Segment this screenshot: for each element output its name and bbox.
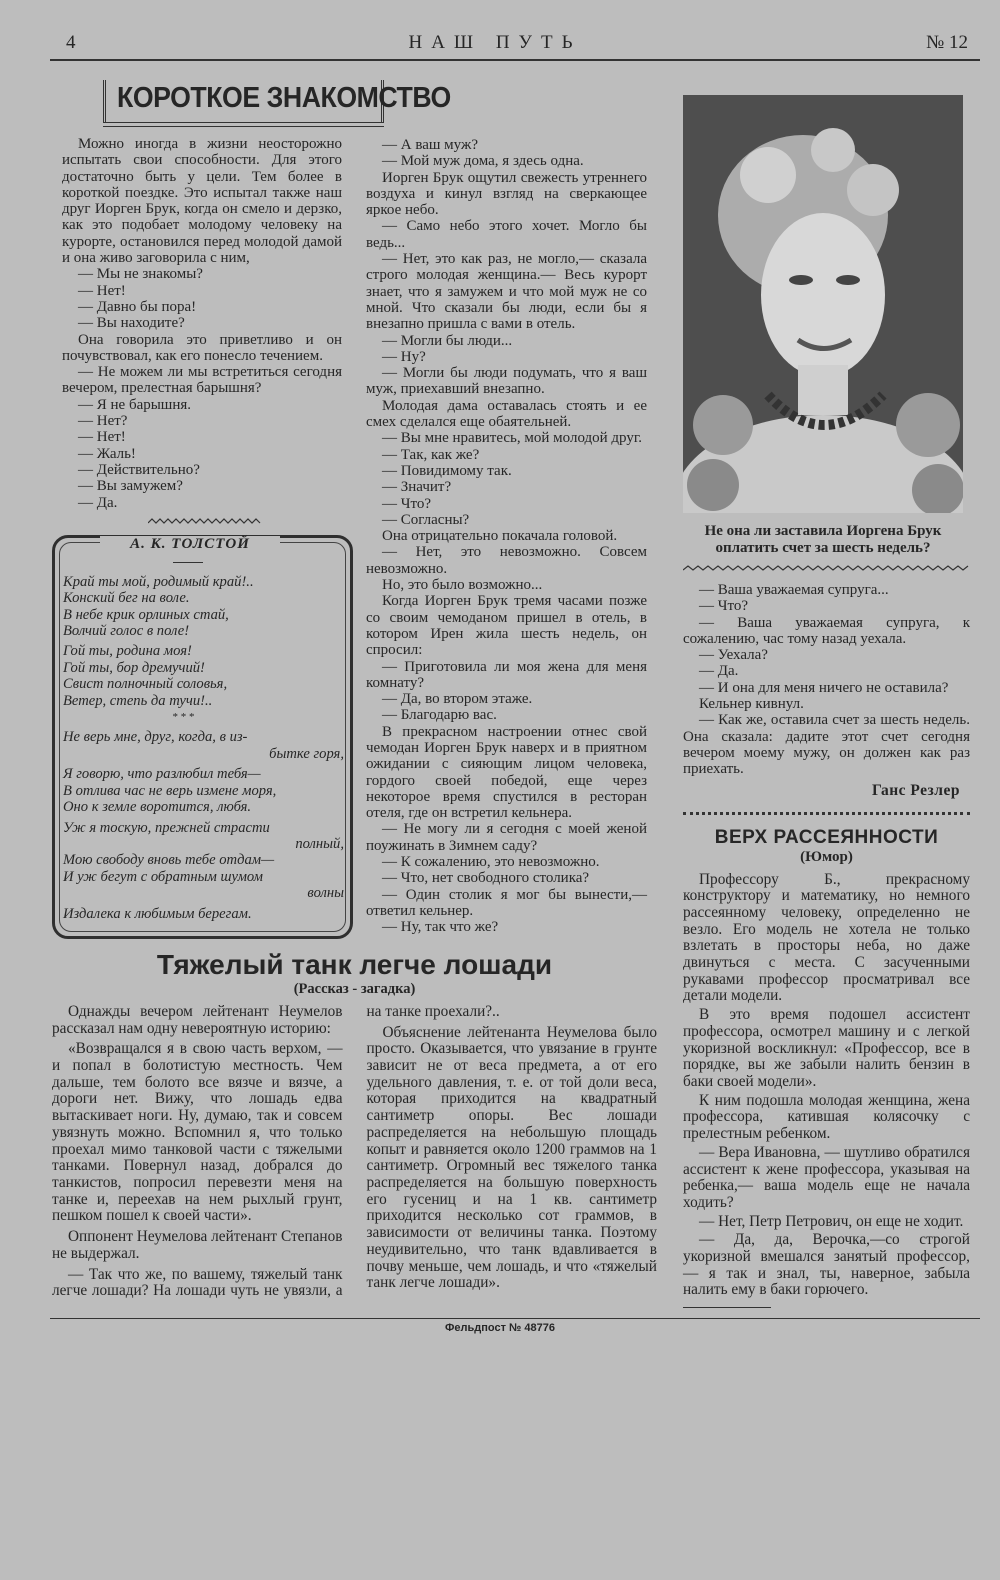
paragraph: — И она для меня ничего не оставила? (699, 679, 949, 696)
paragraph: — Не могу ли я сегодня с моей женой поужинать в Зимнем саду? (366, 821, 647, 854)
paragraph: Можно иногда в жизни неосторожно испытать свои способности. Для этого достаточно быть у цели. Тем более в короткой поездке. Это испытал также наш друг Иорген Брук, когда он смело и дерзко, как это подобает молодому человеку на курорте, остановился перед молодой дамой и она живо заговорила с ним, (62, 136, 342, 267)
poem-frame (52, 535, 353, 939)
paragraph: — Вы находите? (78, 315, 185, 332)
paragraph: — Вы замужем? (78, 478, 183, 495)
tank-subtitle: (Рассказ - загадка) (293, 980, 416, 997)
left-area (52, 80, 657, 1300)
poem-line: полный, (295, 835, 344, 852)
page-header (0, 0, 1000, 80)
poem-line: Я говорю, что разлюбил тебя— (63, 766, 261, 783)
paragraph: — Уехала? (699, 647, 768, 664)
poem-line: В небе крик орлиных стай, (63, 606, 229, 623)
story-title-box (103, 80, 451, 122)
header-rule (50, 59, 980, 61)
poem-line: Мою свободу вновь тебе отдам— (63, 852, 275, 869)
story1-left-column (62, 136, 342, 511)
humor-subtitle: (Юмор) (800, 848, 853, 865)
paragraph: Объяснение лейтенанта Неумелова было просто. Оказывается, что увязание в грунте зависит не от веса предмета, а от его удельного давления, т. е. от той доли веса, которая приходится на квадратный сантиметр опоры. Вес лошади распределяется на небольшую площадь копыт и равняется около 1200 граммов на 1 сантиметр. Огромный вес тяжелого танка распределяется на большую поверхность его гусениц и на 1 кв. сантиметр приходится несколько сот граммов, в зависимости от величины танка. Поэтому неудивительно, что танк вдавливается в почву меньше, чем лошадь, и что «тяжелый танк легче лошади». (366, 1023, 657, 1292)
paragraph: — Ну, так что же? (382, 919, 499, 936)
dotted-divider (683, 812, 970, 815)
poem-line: Не верь мне, друг, когда, в из- (63, 729, 248, 746)
paragraph: — Нет! (78, 429, 126, 446)
right-area (683, 80, 970, 1308)
paragraph: — Один столик я мог бы вынести,—ответил кельнер. (366, 886, 647, 919)
humor-title: ВЕРХ РАССЕЯННОСТИ (714, 826, 939, 848)
poem-line: В отлива час не верь измене моря, (63, 782, 277, 799)
paragraph: — А ваш муж? (382, 137, 478, 153)
poem-line: Волчий голос в поле! (63, 623, 190, 640)
paragraph: — Вы мне нравитесь, мой молодой друг. (382, 430, 643, 447)
paragraph: Кельнер кивнул. (699, 696, 804, 713)
paragraph: — Повидимому так. (382, 462, 512, 479)
paragraph: Иорген Брук ощутил свежесть утреннего воздуха и кинул взгляд на сверкающее яркое небо. (366, 169, 647, 219)
paragraph: В это время подошел ассистент профессора, осмотрел машину и с легкой укоризной воскликнул: «Профессор, все в порядке, вы же забыли налить бензин в баки своей модели». (683, 1006, 970, 1090)
paragraph: — Значит? (382, 479, 452, 496)
paragraph: — Нет, это как раз, не могло,— сказала строго молодая женщина.— Весь курорт знает, что я замужем и что мой муж не со мной. Что сказали бы люди, если бы я внезапно пришла с вами в отель. (366, 251, 647, 333)
paragraph: — Мы не знакомы? (78, 266, 203, 283)
poem-line: Уж я тоскую, прежней страсти (63, 819, 270, 836)
paragraph: — Не можем ли мы встретиться сегодня вечером, прелестная барышня? (62, 364, 342, 397)
page-number: 4 (66, 32, 76, 53)
poem-text (63, 574, 344, 922)
wave-divider (148, 517, 263, 525)
title-underline (103, 122, 384, 127)
portrait-photo (683, 95, 963, 513)
footer-rule (50, 1318, 980, 1319)
paragraph: — Жаль! (78, 445, 136, 462)
paragraph: «Возвращался я в свою часть верхом, — и попал в болотистую местность. Чем дальше, тем болото все вязче и вязче, а дороги нет. Вижу, что лошадь едва вытаскивает ноги. Ну, думаю, так и совсем увязнуть можно. Вспомнил я, что только проехал мимо танковой части с тяжелыми танками. Повернул назад, добрался до танкистов, попросил перевезти меня на танке и, переехав на нем рыхлый грунт, пешком пошел к своей части». (52, 1040, 343, 1225)
poem-line: Оно к земле воротится, любя. (63, 799, 252, 816)
paragraph: — Так, как же? (382, 446, 480, 463)
poem-line: Ветер, степь да тучи!.. (63, 692, 213, 709)
story-author: Ганс Резлер (871, 781, 960, 799)
paragraph: — Могли бы люди... (382, 332, 513, 349)
newspaper-title: НАШ ПУТЬ (408, 32, 582, 53)
paragraph: — Вера Ивановна, — шутливо обратился ассистент к жене профессора, указывая на ребенка,— ваша модель еще не начала ходить? (683, 1143, 970, 1211)
paragraph: Оппонент Неумелова лейтенант Степанов не выдержал. (52, 1228, 343, 1262)
poem-line: Издалека к любимым берегам. (63, 905, 252, 922)
poem-separator: * * * (172, 711, 195, 724)
paragraph: — Ну? (382, 348, 426, 365)
field-post-number: Фельдпост № 48776 (445, 1322, 555, 1335)
wave-divider (683, 564, 970, 572)
paragraph: — Приготовила ли моя жена для меня комнату? (366, 658, 647, 691)
humor-end-rule (683, 1307, 771, 1308)
story1-block (52, 80, 657, 939)
paragraph: — Мой муж дома, я здесь одна. (382, 153, 584, 170)
paragraph: — Ваша уважаемая супруга, к сожалению, час тому назад уехала. (683, 614, 970, 647)
paragraph: Профессору Б., прекрасному конструктору и математику, но немного рассеянному человеку, определенно не везло. Его модель не хотела не только взлетать в просторы неба, но даже двинуться с места. С засученными рукавами профессор просматривал все детали модели. (683, 870, 970, 1005)
tank-text (52, 1004, 657, 1300)
paragraph: Когда Иорген Брук тремя часами позже со своим чемоданом пришел в отель, в котором Ирен жила шесть недель, он спросил: (366, 593, 647, 659)
paragraph: — К сожалению, это невозможно. (382, 854, 600, 871)
paragraph: Молодая дама оставалась стоять и ее смех сделался еще обаятельней. (366, 397, 647, 431)
issue-number: № 12 (926, 32, 968, 53)
photo-caption: Не она ли заставила Иоргена Брук оплатить счет за шесть недель? (704, 523, 942, 556)
paragraph: — Как же, оставила счет за шесть недель. Она сказала: дадите этот счет сегодня вечером моему мужу, он должен как раз приехать. (683, 712, 970, 778)
story1-middle-column (366, 80, 647, 936)
story-title: КОРОТКОЕ ЗНАКОМСТВО (117, 82, 451, 114)
paragraph: К ним подошла молодая женщина, жена профессора, катившая колясочку с прелестным ребенком. (683, 1091, 970, 1143)
poem-line: Гой ты, родина моя! (63, 643, 192, 660)
paragraph: — Нет! (78, 282, 126, 299)
paragraph: Однажды вечером лейтенант Неумелов рассказал нам одну невероятную историю: (52, 1002, 343, 1037)
page-footer (0, 1318, 1000, 1358)
poem-line: И уж бегут с обратным шумом (63, 868, 263, 885)
paragraph: — Нет, это невозможно. Совсем невозможно. (366, 544, 647, 577)
paragraph: — Так что же, по вашему, тяжелый танк легче лошади? На лошади чуть не увязли, а на танке проехали?.. (52, 1002, 500, 1300)
paragraph: — Что? (699, 598, 749, 615)
paragraph: — Нет? (78, 413, 128, 430)
paragraph: — Да, да, Верочка,—со строгой укоризной вмешался занятый профессор, — я так и знал, ты, наверное, забыла налить ему в баки горючего. (683, 1231, 970, 1299)
paragraph: — Да. (699, 663, 739, 680)
poem-author: А. К. ТОЛСТОЙ (100, 536, 280, 553)
paragraph: — Благодарю вас. (382, 707, 497, 724)
poem-line: волны (307, 885, 344, 902)
poem-line: Свист полночный соловья, (63, 676, 228, 693)
paragraph: — Давно бы пора! (78, 298, 197, 315)
story1-right-column (683, 582, 970, 778)
poem-line: Гой ты, бор дремучий! (63, 659, 205, 676)
paragraph: — Что, нет свободного столика? (382, 870, 590, 887)
paragraph: — Могли бы люди подумать, что я ваш муж, приехавший внезапно. (366, 365, 647, 398)
author-underline (173, 562, 203, 563)
paragraph: Но, это было возможно... (382, 577, 543, 594)
page-body (52, 80, 980, 1308)
humor-text (683, 872, 970, 1300)
paragraph: — Я не барышня. (78, 396, 192, 413)
paragraph: Она говорила это приветливо и он почувствовал, как его понесло течением. (62, 331, 342, 364)
paragraph: — Да, во втором этаже. (382, 691, 533, 708)
paragraph: — Ваша уважаемая супруга... (699, 582, 889, 598)
poem-line: Конский бег на воле. (63, 590, 190, 607)
paragraph: — Само небо этого хочет. Могло бы ведь... (366, 218, 647, 251)
poem-line: Край ты мой, родимый край!.. (63, 573, 254, 590)
paragraph: В прекрасном настроении отнес свой чемодан Иорген Брук наверх и в приятном ожидании с сияющим лицом человека, гордого своей победой, еще через некоторое время спустился в ресторан отеля, где он встретил кельнера. (366, 723, 647, 822)
tank-title: Тяжелый танк легче лошади (156, 948, 553, 980)
paragraph: — Да. (78, 494, 118, 511)
paragraph: Она отрицательно покачала головой. (382, 528, 618, 545)
paragraph: — Действительно? (78, 461, 200, 478)
paragraph: — Согласны? (382, 511, 470, 528)
paragraph: — Что? (382, 495, 432, 512)
poem-line: бытке горя, (269, 745, 344, 762)
paragraph: — Нет, Петр Петрович, он еще не ходит. (699, 1212, 964, 1230)
